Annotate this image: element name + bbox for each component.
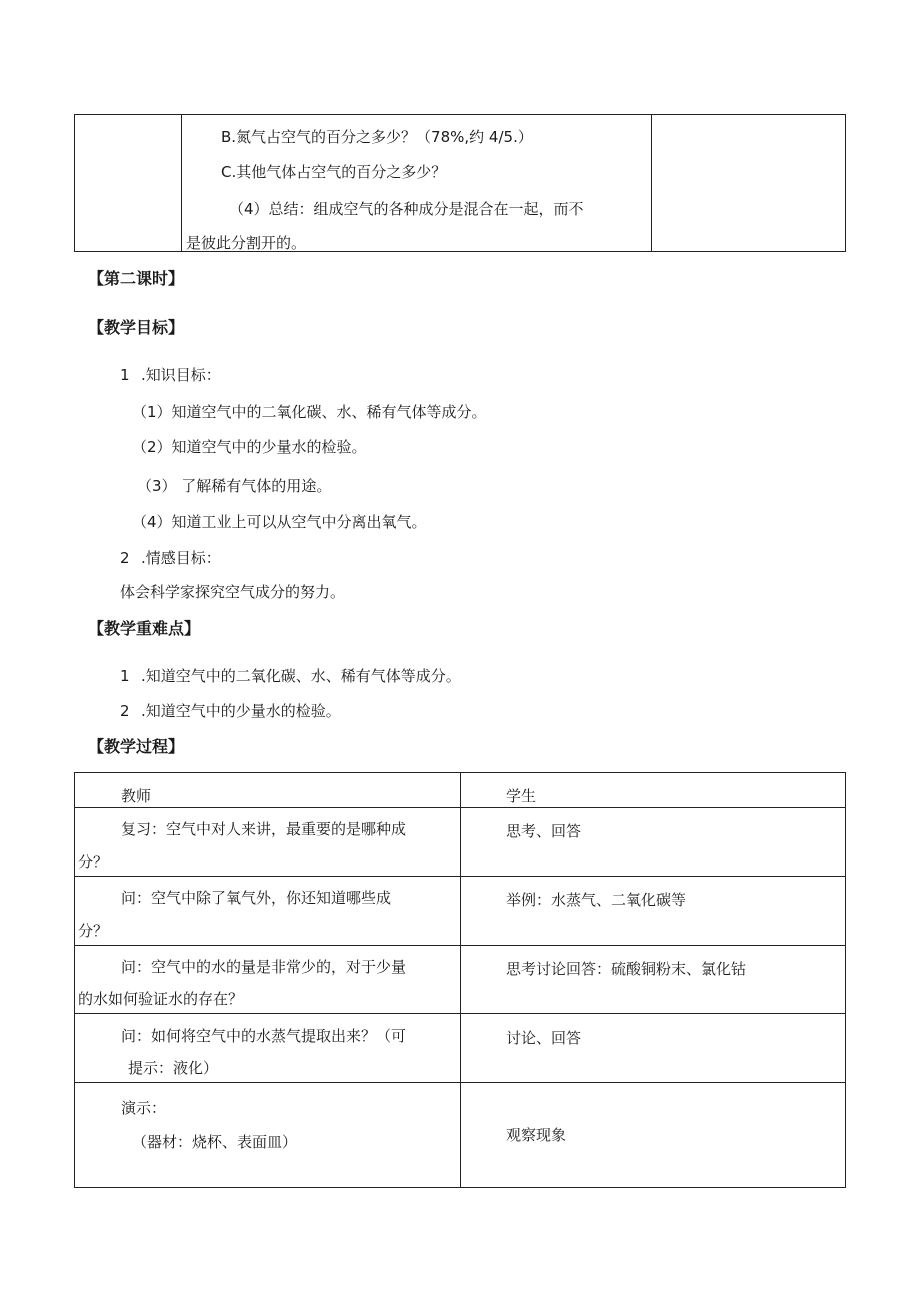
student-cell: 举例：水蒸气、二氧化碳等 (506, 891, 687, 909)
student-cell: 思考讨论回答：硫酸铜粉末、氯化钴 (506, 960, 747, 978)
key-point-number: 2 (120, 702, 130, 720)
knowledge-goal-number: 1 (120, 366, 130, 384)
teacher-cell-line: 问：空气中的水的量是非常少的，对于少量 (121, 958, 407, 976)
teacher-cell-line: 演示： (121, 1099, 167, 1117)
teacher-cell-line: 问：如何将空气中的水蒸气提取出来？（可 (121, 1027, 407, 1045)
teacher-column-header: 教师 (121, 787, 152, 805)
teaching-process-heading: 【教学过程】 (88, 737, 185, 756)
teacher-cell-line: 问：空气中除了氧气外，你还知道哪些成 (121, 889, 392, 907)
teacher-cell-line: 的水如何验证水的存在？ (78, 990, 244, 1008)
teacher-cell-line: 分？ (78, 922, 109, 940)
emotion-goal-number: 2 (120, 549, 130, 567)
column-divider (651, 115, 652, 251)
emotion-goal-text: 体会科学家探究空气成分的努力。 (120, 583, 346, 601)
row-divider (75, 1082, 845, 1083)
key-point-text: .知道空气中的少量水的检验。 (141, 702, 341, 720)
student-cell: 思考、回答 (506, 822, 582, 840)
student-cell: 讨论、回答 (506, 1029, 582, 1047)
question-b: B.氮气占空气的百分之多少？（78%,约 4/5.） (221, 128, 533, 146)
teacher-cell-line: 复习：空气中对人来讲，最重要的是哪种成 (121, 820, 407, 838)
column-divider (460, 773, 461, 1187)
key-point-number: 1 (120, 667, 130, 685)
summary-line-2: 是彼此分割开的。 (186, 234, 307, 252)
question-c: C.其他气体占空气的百分之多少？ (221, 163, 447, 181)
student-column-header: 学生 (506, 787, 537, 805)
emotion-goal-label: .情感目标： (141, 549, 221, 567)
teacher-cell-line: 提示：液化） (128, 1059, 219, 1077)
goal-item: （1）知道空气中的二氧化碳、水、稀有气体等成分。 (132, 403, 487, 421)
summary-line-1: （4）总结：组成空气的各种成分是混合在一起，而不 (229, 200, 584, 218)
knowledge-goal-label: .知识目标： (141, 366, 221, 384)
row-divider (75, 807, 845, 808)
key-point-text: .知道空气中的二氧化碳、水、稀有气体等成分。 (141, 667, 461, 685)
row-divider (75, 1013, 845, 1014)
goal-item: （3） 了解稀有气体的用途。 (137, 477, 332, 495)
goal-item: （4）知道工业上可以从空气中分离出氧气。 (132, 513, 427, 531)
teacher-cell-line: （器材：烧杯、表面皿） (132, 1133, 298, 1151)
row-divider (75, 876, 845, 877)
student-cell: 观察现象 (506, 1126, 567, 1144)
second-period-heading: 【第二课时】 (88, 269, 185, 288)
teacher-cell-line: 分？ (78, 853, 109, 871)
goal-item: （2）知道空气中的少量水的检验。 (132, 438, 367, 456)
row-divider (75, 945, 845, 946)
column-divider (181, 115, 182, 251)
teaching-goals-heading: 【教学目标】 (88, 318, 185, 337)
key-points-heading: 【教学重难点】 (88, 619, 201, 638)
